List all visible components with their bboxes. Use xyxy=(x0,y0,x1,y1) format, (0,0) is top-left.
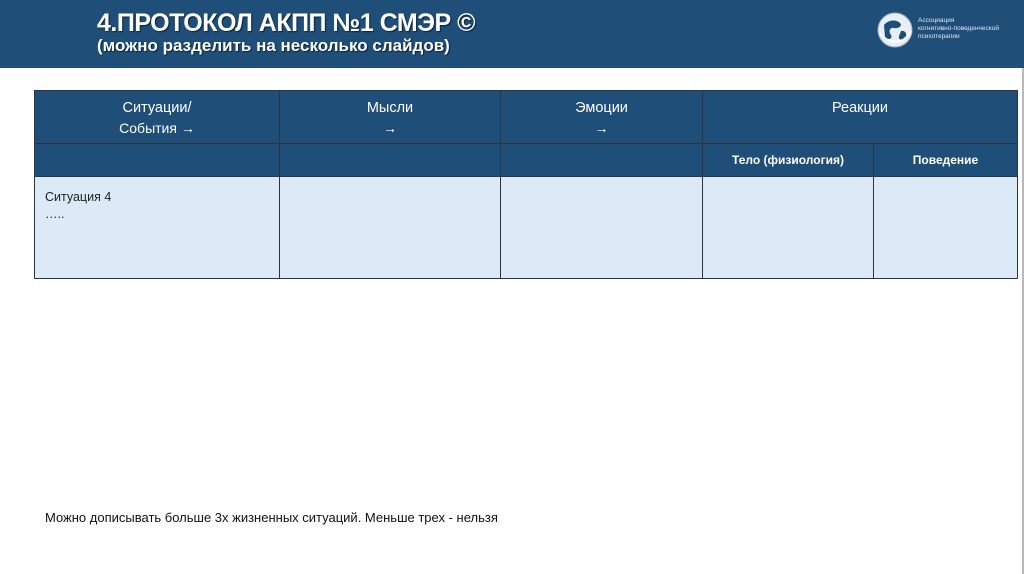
header-situations-line1: Ситуации/ xyxy=(122,100,192,116)
protocol-table xyxy=(34,90,1018,279)
logo-line: Ассоциация xyxy=(918,17,955,24)
header-thoughts xyxy=(280,91,501,144)
header-emotions-label: Эмоции xyxy=(575,100,628,116)
cell-thoughts[interactable] xyxy=(280,177,501,279)
cell-body[interactable] xyxy=(703,177,874,279)
footnote: Можно дописывать больше 3х жизненных ситуаций. Меньше трех - нельзя xyxy=(45,510,498,525)
cell-emotions[interactable] xyxy=(501,177,703,279)
subheader-empty xyxy=(501,144,703,177)
header-reactions-label: Реакции xyxy=(832,100,889,116)
header-emotions xyxy=(501,91,703,144)
arrow-right-icon: → xyxy=(594,120,609,136)
logo-line: когнитивно-поведенческой xyxy=(918,25,999,32)
situation-label: Ситуация 4 xyxy=(45,190,112,204)
header-situations xyxy=(35,91,280,144)
cell-situation[interactable] xyxy=(35,177,280,279)
logo-line: психотерапии xyxy=(918,33,960,40)
header-reactions xyxy=(703,91,1018,144)
cell-behavior[interactable] xyxy=(874,177,1018,279)
header-situations-line2: События → xyxy=(119,120,195,136)
subheader-empty xyxy=(280,144,501,177)
globe-icon xyxy=(876,11,914,49)
header-thoughts-label: Мысли xyxy=(366,100,414,116)
slide-subtitle: (можно разделить на несколько слайдов) xyxy=(97,36,450,55)
slide-header xyxy=(0,0,1024,68)
association-logo xyxy=(876,11,1016,51)
subheader-body: Тело (физиология) xyxy=(703,144,874,177)
subheader-empty xyxy=(35,144,280,177)
situation-dots: ….. xyxy=(45,207,65,221)
logo-text xyxy=(918,17,1018,41)
arrow-right-icon: → xyxy=(383,120,397,136)
slide-title: 4.ПРОТОКОЛ АКПП №1 СМЭР © xyxy=(97,9,476,37)
subheader-behavior: Поведение xyxy=(874,144,1018,177)
